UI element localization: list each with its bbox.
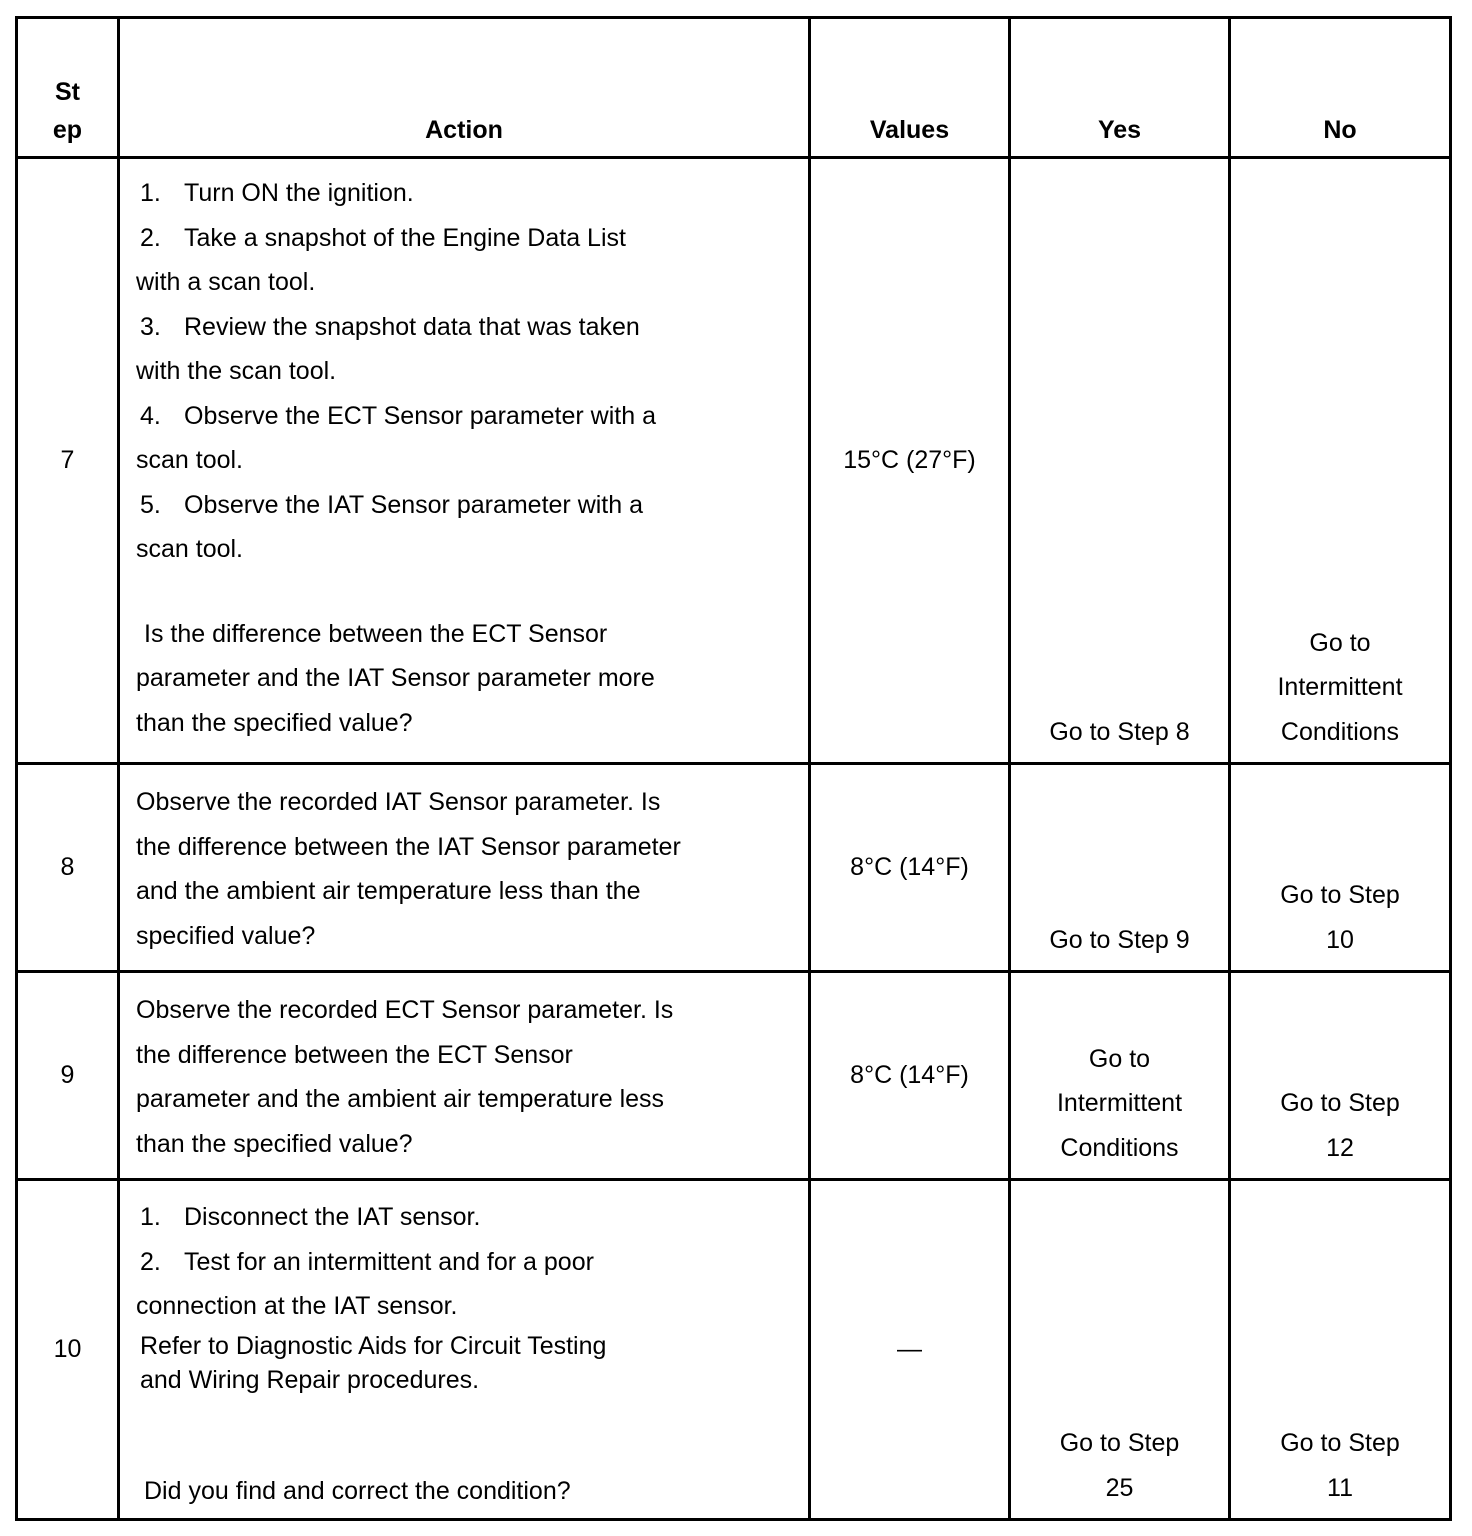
- no-result: Go to Step 11: [1230, 1180, 1451, 1520]
- action-cell: Observe the recorded ECT Sensor parameter. Is the difference between the ECT Sensor parameter and the ambient air temperature less than the specified value?: [119, 972, 810, 1180]
- spec-value: 8°C (14°F): [810, 764, 1010, 972]
- action-note: Refer to Diagnostic Aids for Circuit Testing and Wiring Repair procedures.: [140, 1331, 607, 1394]
- list-item: 1. Disconnect the IAT sensor.: [140, 1203, 481, 1231]
- no-result: Go to Intermittent Conditions: [1230, 158, 1451, 764]
- step-number: 9: [17, 972, 119, 1180]
- spec-value: —: [810, 1180, 1010, 1520]
- no-result: Go to Step 10: [1230, 764, 1451, 972]
- list-item: 5. Observe the IAT Sensor parameter with a scan tool.: [136, 490, 644, 563]
- header-values: Values: [810, 18, 1010, 158]
- table-row: [17, 972, 1451, 1180]
- action-question: Is the difference between the ECT Sensor parameter and the IAT Sensor parameter more than the specified value?: [136, 619, 655, 737]
- step-number: 10: [17, 1180, 119, 1520]
- spec-value: 8°C (14°F): [810, 972, 1010, 1180]
- header-yes: Yes: [1010, 18, 1230, 158]
- table-row: [17, 158, 1451, 764]
- list-item: 4. Observe the ECT Sensor parameter with a scan tool.: [136, 401, 656, 474]
- list-item: 2. Take a snapshot of the Engine Data List with a scan tool.: [136, 223, 626, 296]
- header-row: [17, 18, 1451, 158]
- yes-result: Go to Step 25: [1010, 1180, 1230, 1520]
- spec-value: 15°C (27°F): [810, 158, 1010, 764]
- list-item: 3. Review the snapshot data that was taken with the scan tool.: [136, 312, 640, 385]
- action-cell: Observe the recorded IAT Sensor parameter. Is the difference between the IAT Sensor parameter and the ambient air temperature less than the specified value?: [119, 764, 810, 972]
- action-cell: [119, 158, 810, 764]
- header-step: [17, 18, 119, 158]
- header-no: No: [1230, 18, 1451, 158]
- action-question: Did you find and correct the condition?: [144, 1476, 571, 1505]
- list-item: 2. Test for an intermittent and for a poor connection at the IAT sensor.: [136, 1247, 594, 1320]
- action-cell: [119, 1180, 810, 1520]
- no-result: Go to Step 12: [1230, 972, 1451, 1180]
- header-action: Action: [119, 18, 810, 158]
- yes-result: Go to Step 9: [1010, 764, 1230, 972]
- step-number: 7: [17, 158, 119, 764]
- action-step-list: [136, 171, 798, 572]
- header-step-line-1: St: [55, 78, 80, 106]
- diagnostic-table: [15, 16, 1452, 1521]
- header-step-line-2: ep: [52, 116, 83, 144]
- list-item: 1. Turn ON the ignition.: [140, 179, 414, 207]
- action-step-list: [136, 1195, 798, 1329]
- step-number: 8: [17, 764, 119, 972]
- yes-result: Go to Step 8: [1010, 158, 1230, 764]
- table-row: [17, 1180, 1451, 1520]
- yes-result: Go to Intermittent Conditions: [1010, 972, 1230, 1180]
- table-row: [17, 764, 1451, 972]
